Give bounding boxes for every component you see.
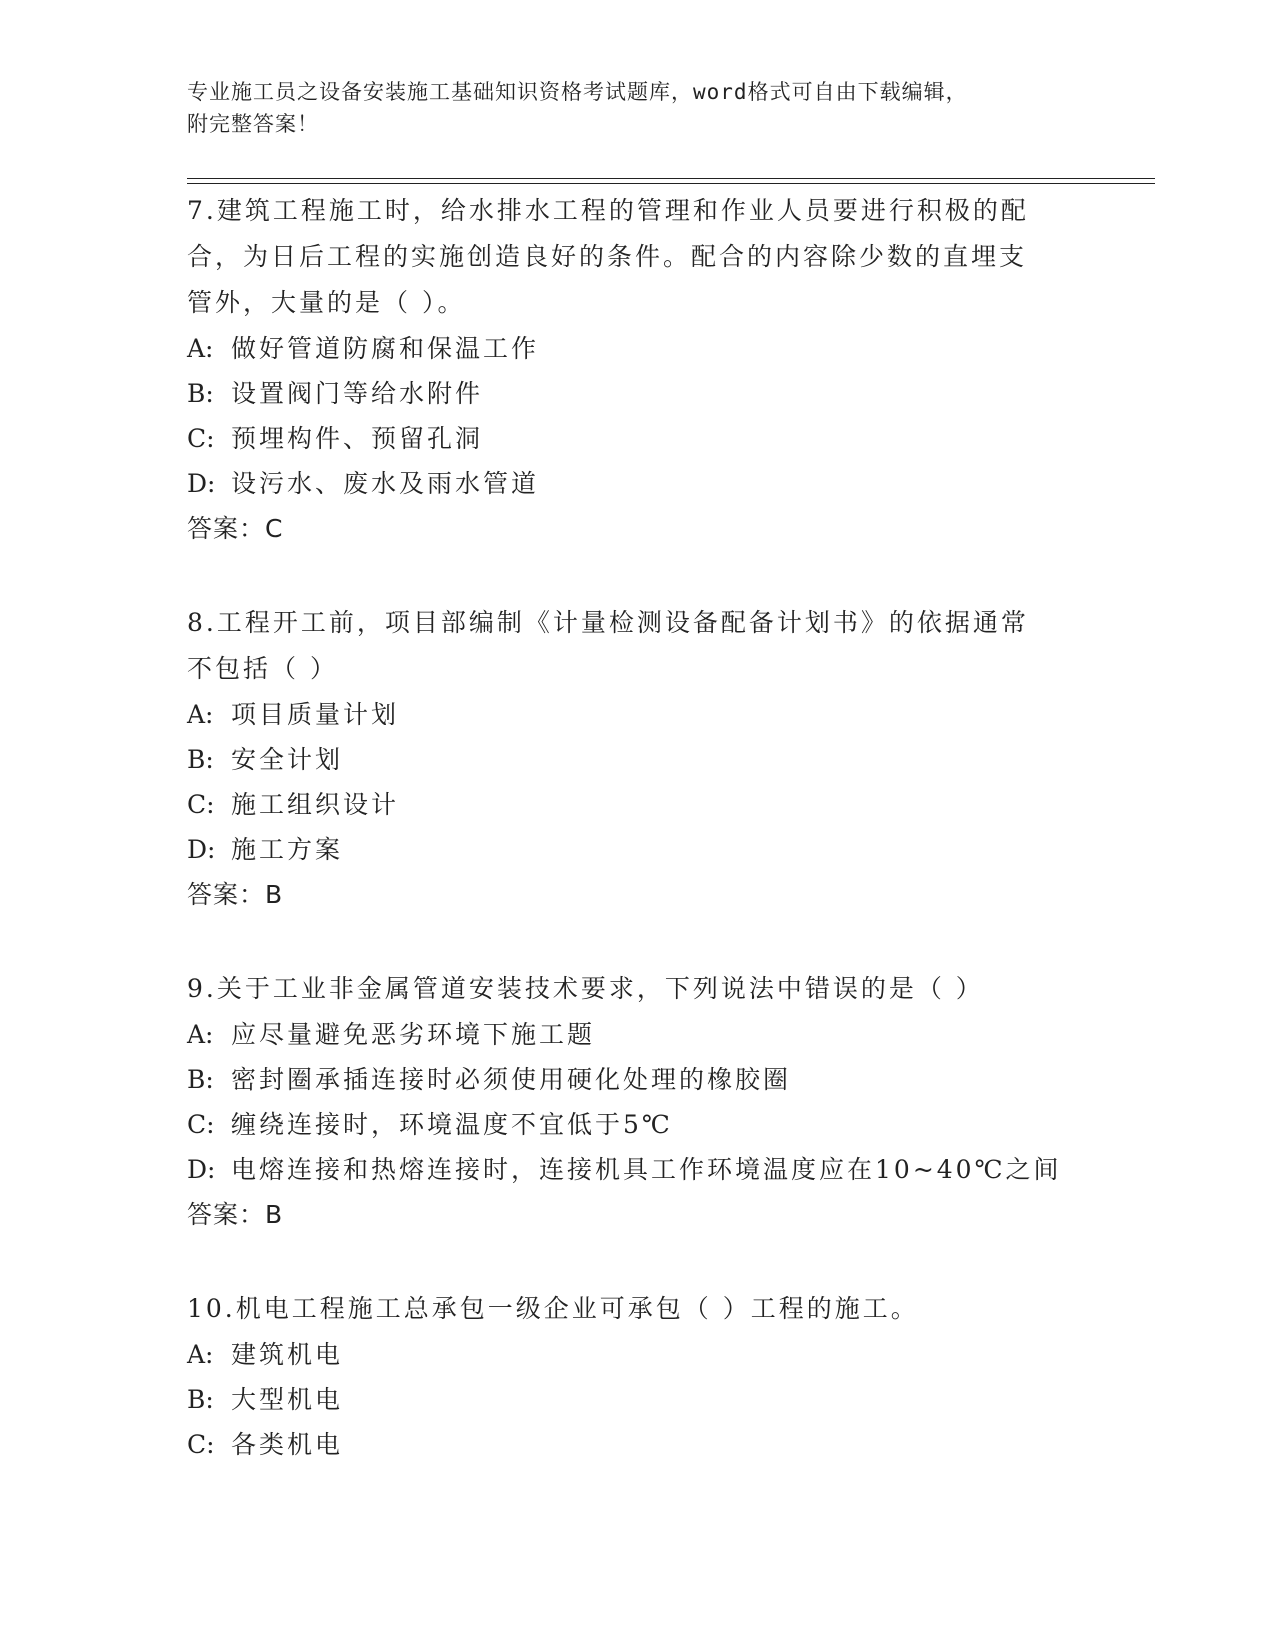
- question-stem-line: 合，为日后工程的实施创造良好的条件。配合的内容除少数的直埋支: [187, 242, 1028, 271]
- option-text: 施工组织设计: [231, 790, 400, 819]
- question-9: [187, 966, 1087, 1238]
- option-d: [187, 827, 1087, 872]
- option-c: [187, 782, 1087, 827]
- option-b: [187, 1057, 1087, 1102]
- option-a: [187, 692, 1087, 737]
- option-b: [187, 371, 1087, 416]
- answer-line: 答案：B: [187, 880, 284, 909]
- question-stem-line: 8.工程开工前，项目部编制《计量检测设备配备计划书》的依据通常: [187, 608, 1029, 637]
- option-a: [187, 1332, 1087, 1377]
- option-a: [187, 1012, 1087, 1057]
- question-stem-line: 9.关于工业非金属管道安装技术要求，下列说法中错误的是（ ）: [187, 974, 984, 1003]
- option-key: C:: [187, 790, 215, 819]
- option-key: A:: [187, 1020, 214, 1049]
- document-header: [187, 76, 1077, 140]
- option-key: C:: [187, 1430, 215, 1459]
- option-key: B:: [187, 1385, 214, 1414]
- option-text: 应尽量避免恶劣环境下施工题: [231, 1020, 596, 1049]
- option-a: [187, 326, 1087, 371]
- option-text: 各类机电: [231, 1430, 344, 1459]
- option-text: 设污水、废水及雨水管道: [231, 469, 540, 498]
- option-text: 大型机电: [231, 1385, 344, 1414]
- option-key: B:: [187, 1065, 214, 1094]
- option-text: 建筑机电: [231, 1340, 344, 1369]
- option-key: D:: [187, 835, 216, 864]
- option-text: 项目质量计划: [231, 700, 400, 729]
- option-text: 安全计划: [231, 745, 344, 774]
- question-list: [187, 188, 1087, 1515]
- header-line-1: 专业施工员之设备安装施工基础知识资格考试题库，word格式可自由下载编辑，: [187, 80, 968, 104]
- option-text: 缠绕连接时，环境温度不宜低于5℃: [231, 1110, 673, 1139]
- option-text: 施工方案: [231, 835, 344, 864]
- answer-line: 答案：C: [187, 514, 284, 543]
- option-key: D:: [187, 1155, 216, 1184]
- option-key: B:: [187, 745, 214, 774]
- option-key: D:: [187, 469, 216, 498]
- header-line-2: 附完整答案！: [187, 112, 319, 136]
- header-divider-top: [187, 178, 1155, 179]
- option-c: [187, 1102, 1087, 1147]
- option-c: [187, 416, 1087, 461]
- question-stem-line: 10.机电工程施工总承包一级企业可承包（ ）工程的施工。: [187, 1294, 919, 1323]
- option-b: [187, 1377, 1087, 1422]
- option-text: 密封圈承插连接时必须使用硬化处理的橡胶圈: [231, 1065, 792, 1094]
- option-key: C:: [187, 1110, 215, 1139]
- option-key: A:: [187, 1340, 214, 1369]
- question-10: [187, 1286, 1087, 1467]
- header-divider-bottom: [187, 183, 1155, 184]
- option-text: 做好管道防腐和保温工作: [231, 334, 540, 363]
- question-stem-line: 不包括（ ）: [187, 654, 338, 683]
- option-key: B:: [187, 379, 214, 408]
- question-8: [187, 600, 1087, 918]
- question-stem-line: 7.建筑工程施工时，给水排水工程的管理和作业人员要进行积极的配: [187, 196, 1029, 225]
- question-7: [187, 188, 1087, 552]
- option-text: 电熔连接和热熔连接时，连接机具工作环境温度应在10~40℃之间: [231, 1155, 1062, 1184]
- option-key: A:: [187, 700, 214, 729]
- question-stem-line: 管外，大量的是（ ）。: [187, 288, 466, 317]
- option-c: [187, 1422, 1087, 1467]
- option-d: [187, 1147, 1087, 1192]
- answer-line: 答案：B: [187, 1200, 284, 1229]
- option-text: 设置阀门等给水附件: [231, 379, 484, 408]
- option-b: [187, 737, 1087, 782]
- option-text: 预埋构件、预留孔洞: [231, 424, 484, 453]
- option-key: A:: [187, 334, 214, 363]
- option-d: [187, 461, 1087, 506]
- option-key: C:: [187, 424, 215, 453]
